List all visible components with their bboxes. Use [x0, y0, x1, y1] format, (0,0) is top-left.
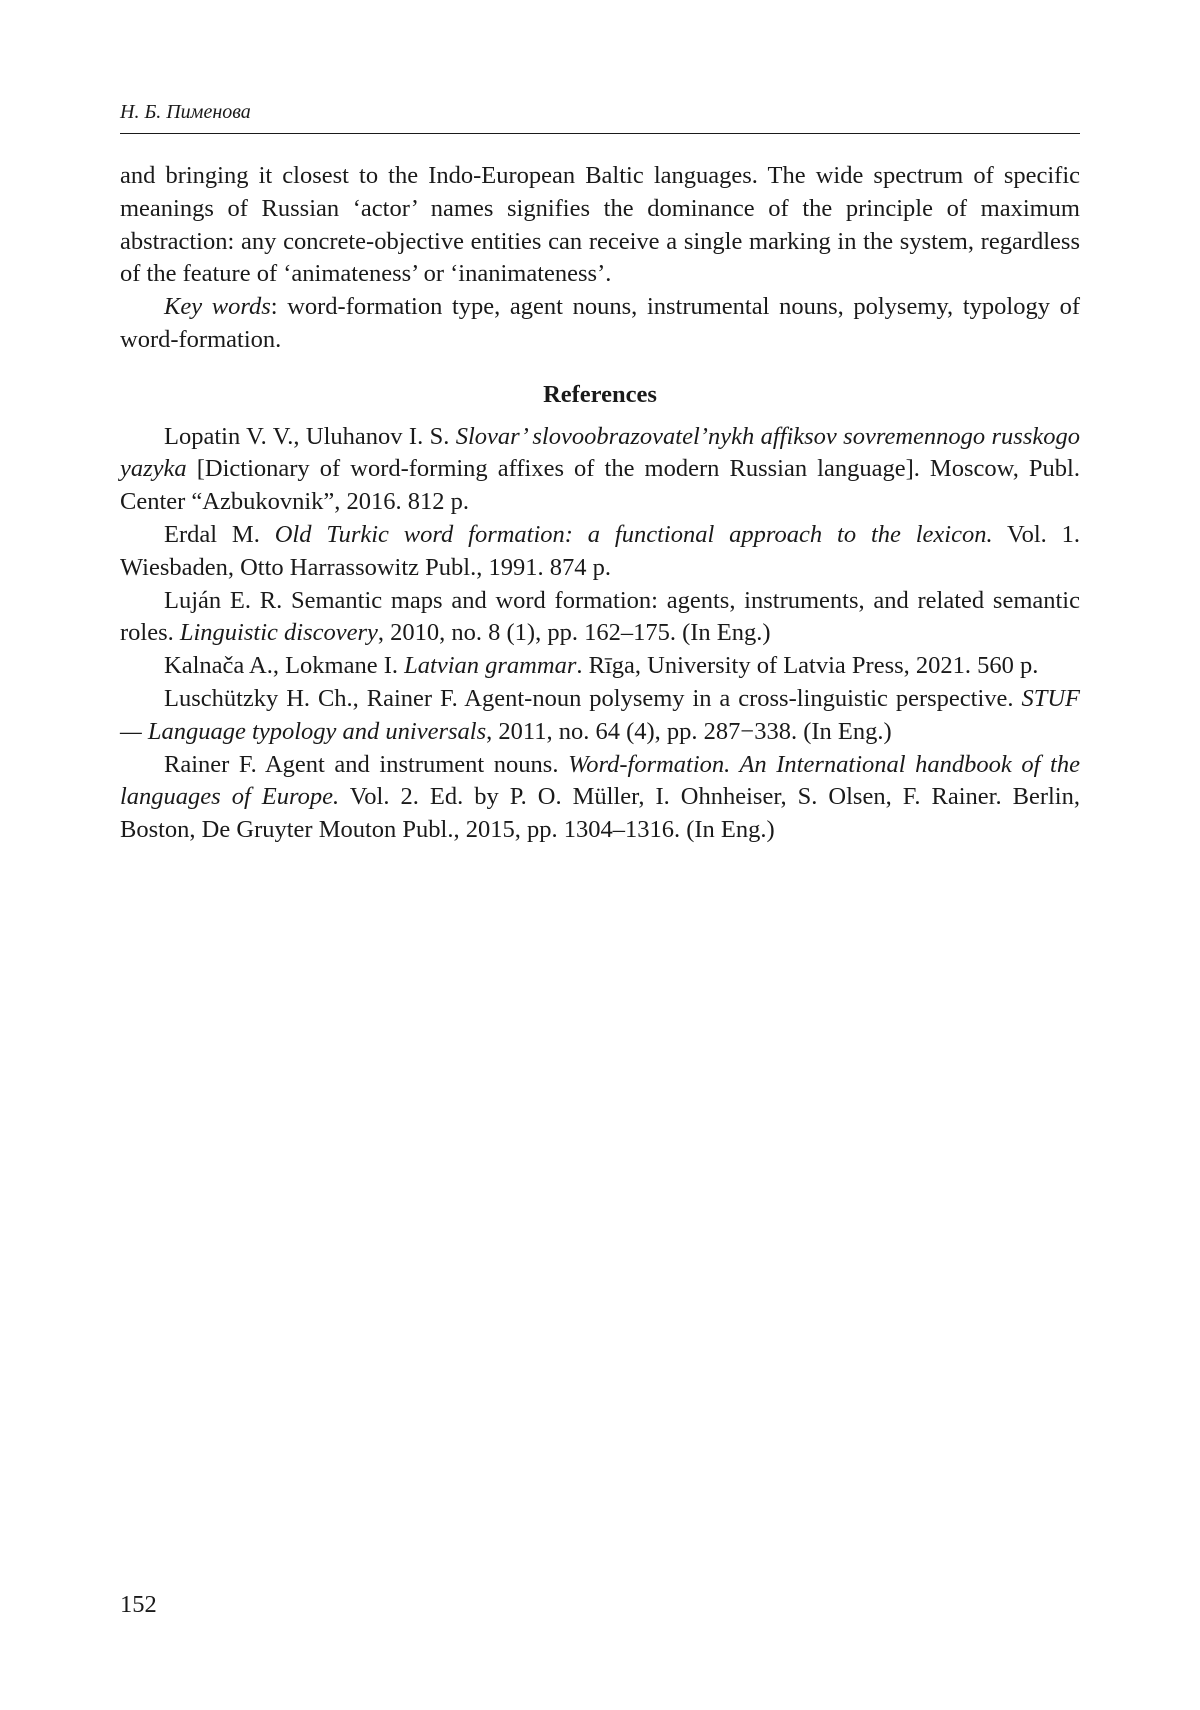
keywords-text: : word-formation type, agent nouns, instrumental nouns, polysemy, typology of word-formation.	[120, 293, 1081, 353]
reference-item	[120, 519, 1080, 585]
reference-authors: Erdal M.	[164, 520, 275, 548]
page	[120, 0, 1080, 1710]
header-rule	[120, 133, 1080, 134]
running-header-author: Н. Б. Пименова	[120, 101, 251, 123]
reference-title: Word-formation. An International handbook of the languages of Europe.	[120, 750, 1080, 811]
abstract-continuation: and bringing it closest to the Indo-European Baltic languages. The wide spectrum of specific meanings of Russian ‘actor’ names signifies the dominance of the principle of maximum abstraction: any concrete-objective entities can receive a single marking in the system, regardless of the feature of ‘animateness’ or ‘inanimateness’.	[120, 162, 1080, 288]
reference-item	[120, 650, 1080, 683]
reference-title: Linguistic discovery	[179, 619, 378, 647]
references-heading: References	[543, 380, 657, 408]
reference-authors: Rainer F. Agent and instrument nouns.	[164, 750, 569, 778]
reference-title: Slovar’ slovoobrazovatel’nykh affiksov sovremennogo russkogo yazyka	[120, 422, 1081, 483]
reference-details: , 2010, no. 8 (1), pp. 162–175. (In Eng.)	[377, 619, 771, 647]
reference-authors: Luján E. R. Semantic maps and word formation: agents, instruments, and related semantic roles.	[120, 586, 1080, 647]
reference-title: Old Turkic word formation: a functional approach to the lexicon.	[274, 520, 993, 548]
keywords-paragraph	[120, 291, 1080, 357]
reference-authors: Kalnača A., Lokmane I.	[164, 652, 405, 680]
page-number: 152	[120, 1591, 157, 1618]
reference-details: [Dictionary of word-forming affixes of the modern Russian language]. Moscow, Publ. Center “Azbukovnik”, 2016. 812 p.	[120, 455, 1080, 516]
reference-details: Vol. 2. Ed. by P. O. Müller, I. Ohnheiser, S. Olsen, F. Rainer. Berlin, Boston, De Gruyter Mouton Publ., 2015, pp. 1304–1316. (In Eng.)	[120, 783, 1080, 844]
reference-item	[120, 749, 1080, 847]
reference-authors: Lopatin V. V., Uluhanov I. S.	[164, 422, 456, 450]
reference-details: . Rīga, University of Latvia Press, 2021. 560 p.	[576, 652, 1039, 680]
reference-item	[120, 585, 1080, 651]
reference-item	[120, 683, 1080, 749]
reference-title: Latvian grammar	[404, 652, 577, 680]
reference-authors: Luschützky H. Ch., Rainer F. Agent-noun polysemy in a cross-linguistic perspective.	[164, 684, 1022, 712]
main-text	[120, 160, 1080, 847]
reference-details: Vol. 1. Wiesbaden, Otto Harrassowitz Publ., 1991. 874 p.	[120, 520, 1080, 581]
reference-details: , 2011, no. 64 (4), pp. 287−338. (In Eng.)	[486, 717, 892, 745]
reference-item	[120, 421, 1080, 519]
reference-title: STUF — Language typology and universals	[120, 684, 1080, 745]
keywords-label: Key words	[164, 293, 271, 321]
